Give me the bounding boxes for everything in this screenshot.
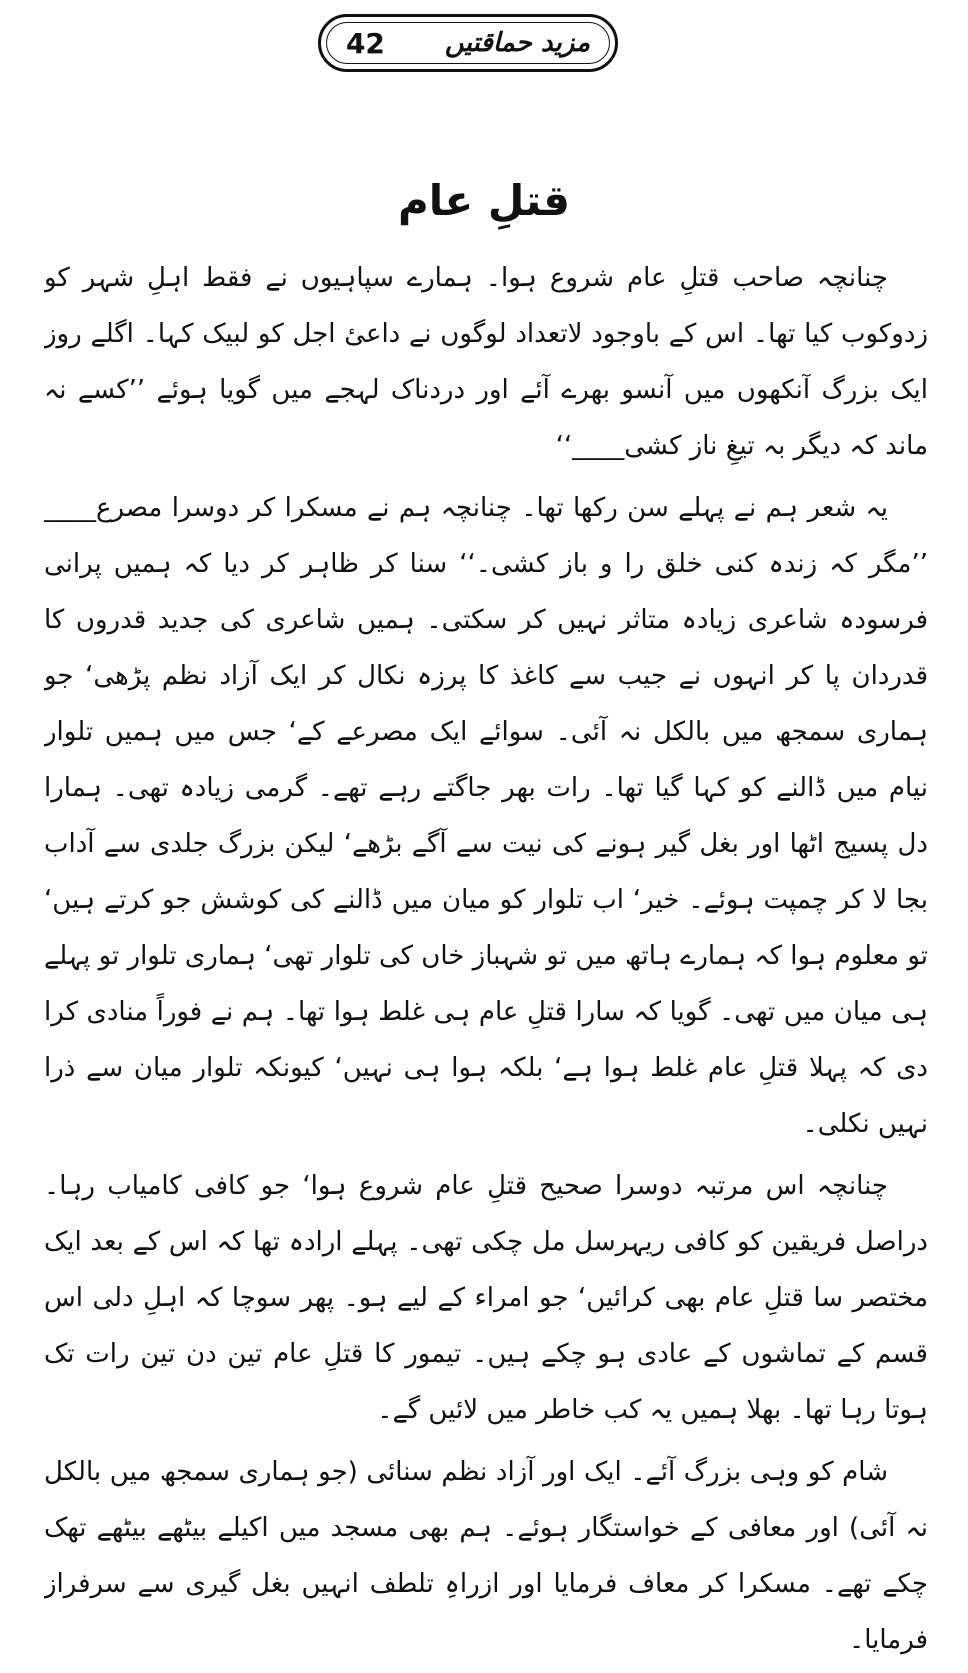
book-title: مزید حماقتیں (444, 28, 591, 58)
paragraph-1: چنانچہ صاحب قتلِ عام شروع ہوا۔ ہمارے سپاہیوں نے فقط اہلِ شہر کو زدوکوب کیا تھا۔ اس کے باوجود لاتعداد لوگوں نے داعیٔ اجل کو لبیک کہا۔ اگلے روز ایک بزرگ آنکھوں میں آنسو بھرے آئے اور دردناک لہجے میں گویا ہوئے ’’کسے نہ ماند کہ دیگر بہ تیغِ ناز کشی____‘‘ (44, 263, 928, 461)
chapter-title: قتلِ عام (398, 176, 570, 225)
body-text (44, 250, 928, 1660)
running-header (318, 14, 618, 72)
paragraph-2: یہ شعر ہم نے پہلے سن رکھا تھا۔ چنانچہ ہم نے مسکرا کر دوسرا مصرع____ ’’مگر کہ زندہ کنی خلق را و باز کشی۔‘‘ سنا کر ظاہر کر دیا کہ ہمیں پرانی فرسودہ شاعری زیادہ متاثر نہیں کر سکتی۔ ہمیں شاعری کی جدید قدروں کا قدردان پا کر انہوں نے جیب سے کاغذ کا پرزہ نکال کر ایک آزاد نظم پڑھی‘ جو ہماری سمجھ میں بالکل نہ آئی۔ سوائے ایک مصرعے کے‘ جس میں ہمیں تلوار نیام میں ڈالنے کو کہا گیا تھا۔ رات بھر جاگتے رہے تھے۔ گرمی زیادہ تھی۔ ہمارا دل پسیج اٹھا اور بغل گیر ہونے کی نیت سے آگے بڑھے‘ لیکن بزرگ جلدی سے آداب بجا لا کر چمپت ہوئے۔ خیر‘ اب تلوار کو میان میں ڈالنے کی کوشش جو کرتے ہیں‘ تو معلوم ہوا کہ ہمارے ہاتھ میں تو شہباز خاں کی تلوار تھی‘ ہماری تلوار تو پہلے ہی میان میں تھی۔ گویا کہ سارا قتلِ عام ہی غلط ہوا تھا۔ ہم نے فوراً منادی کرا دی کہ پہلا قتلِ عام غلط ہوا ہے‘ بلکہ ہوا ہی نہیں‘ کیونکہ تلوار میان سے ذرا نہیں نکلی۔ (44, 493, 928, 1139)
paragraph-4: شام کو وہی بزرگ آئے۔ ایک اور آزاد نظم سنائی (جو ہماری سمجھ میں بالکل نہ آئی) اور معافی کے خواستگار ہوئے۔ ہم بھی مسجد میں اکیلے بیٹھے بیٹھے تھک چکے تھے۔ مسکرا کر معاف فرمایا اور ازراہِ تلطف انہیں بغل گیری سے سرفراز فرمایا۔ (44, 1457, 928, 1655)
paragraph-3: چنانچہ اس مرتبہ دوسرا صحیح قتلِ عام شروع ہوا‘ جو کافی کامیاب رہا۔ دراصل فریقین کو کافی ریہرسل مل چکی تھی۔ پہلے ارادہ تھا کہ اس کے بعد ایک مختصر سا قتلِ عام بھی کرائیں‘ جو امراء کے لیے ہو۔ پھر سوچا کہ اہلِ دلی اس قسم کے تماشوں کے عادی ہو چکے ہیں۔ تیمور کا قتلِ عام تین دن تین رات تک ہوتا رہا تھا۔ بھلا ہمیں یہ کب خاطر میں لائیں گے۔ (44, 1171, 928, 1425)
page-number: 42 (345, 26, 385, 60)
